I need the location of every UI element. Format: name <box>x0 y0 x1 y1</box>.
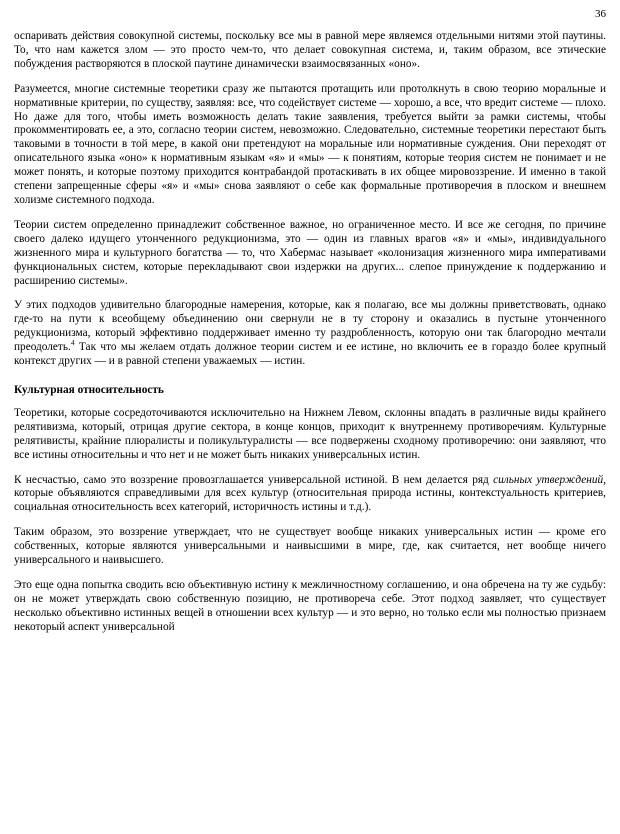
paragraph-with-italics: К несчастью, само это воззрение провозглашается универсальной истиной. В нем делается ряд сильных утверждений, которые объявляются справедливыми для всех культур (относительная природа истины, контекстуальность критериев, социальная относительность всех категорий, историчность истины и т.д.). <box>14 473 607 514</box>
paragraph: Таким образом, это воззрение утверждает, что не существует вообще никаких универсальных истин — кроме его собственных, которые являются универсальными и наивысшими в мире, где, как считается, нет вообще ничего универсального и наивысшего. <box>14 526 606 567</box>
paragraph: Разумеется, многие системные теоретики сразу же пытаются протащить или протолкнуть в свою теорию моральные и нормативные критерии, по существу, заявляя: все, что содействует системе — хорошо, а все, что вредит системе — плохо. Но даже для того, чтобы иметь возможность делать такие заявления, требуется выйти за рамки системы, чтобы прокомментировать ее, а это, согласно теории систем, невозможно. Следовательно, системные теоретики перестают быть таковыми в точности в той мере, в какой они претендуют на моральные или нормативные суждения. Они переходят от описательного языка «оно» к нормативным языкам «я» и «мы» — к понятиям, которые теория систем не понимает и не может понять, и которые поэтому приходится контрабандой протаскивать в их общее мировоззрение. И именно в такой степени запрещенные сферы «я» и «мы» снова заявляют о себе как формальные противоречия в плоском и внешнем холизме системного подхода. <box>14 82 606 206</box>
paragraph: Теории систем определенно принадлежит собственное важное, но ограниченное место. И все же сегодня, по причине своего далеко идущего утонченного редукционизма, это — один из главных врагов «я» и «мы», индивидуального жизненного мира и культурного богатства — то, что Хабермас называет «колонизация жизненного мира императивами функциональных систем, которые перекладывают свои издержки на других... слепое принуждение к поддержанию и расширению системы». <box>14 218 606 287</box>
body-text <box>14 30 606 635</box>
paragraph: оспаривать действия совокупной системы, поскольку все мы в равной мере являемся отдельными нитями этой паутины. То, что нам кажется злом — это просто чем-то, что делает совокупная система, и, таким образом, все этические побуждения растворяются в плоской паутине динамически взаимосвязанных «оно». <box>14 30 606 70</box>
paragraph: Теоретики, которые сосредоточиваются исключительно на Нижнем Левом, склонны впадать в различные виды крайнего релятивизма, который, отрицая другие сектора, в конце концов, приходит к внутреннему противоречиям. Культурные релятивисты, крайние плюралисты и поликультуралисты — все подвержены сходному противоречию: они заявляют, что все истины относительны и что нет и не может быть никаких универсальных истин. <box>14 406 606 461</box>
section-heading: Культурная относительность <box>14 383 164 396</box>
page-number: 36 <box>595 8 606 20</box>
paragraph-with-footnote-ref: У этих подходов удивительно благородные намерения, которые, как я полагаю, все мы должны приветствовать, однако где-то на пути к всеобщему объединению они свернули не в ту сторону и оказались в пустыне утонченного редукционизма, который эффективно поддерживает именно ту раздробленность, которую они так благородно мечтали преодолеть.$^4$ Так что мы желаем отдать должное теории систем и ее истине, но включить ее в гораздо более крупный контекст других — и в равной степени уважаемых — истин. <box>14 299 606 368</box>
paragraph: Это еще одна попытка сводить всю объективную истину к межличностному соглашению, и она обречена на ту же судьбу: он не может утверждать свою собственную позицию, не противореча себе. Этот подход заявляет, что существует несколько объективно истинных вещей в отношении всех культур — и это верно, но только если мы полностью признаем некоторый аспект универсальной <box>14 579 606 633</box>
